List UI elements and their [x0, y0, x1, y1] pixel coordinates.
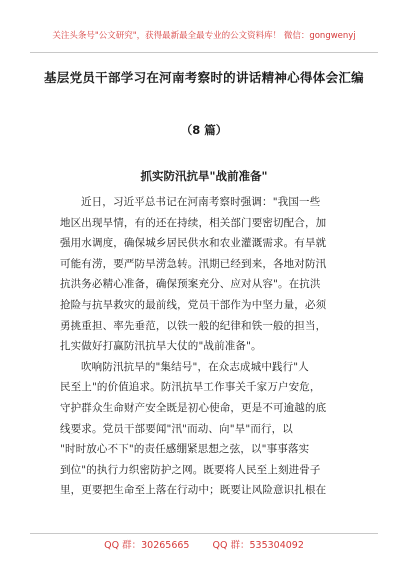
body-line: 扎实做好打赢防汛抗旱大仗的"战前准备"。: [60, 340, 262, 353]
body-line: 线要求。党员干部要闻"汛"而动、向"旱"而行，以: [60, 422, 293, 435]
body-line: 勇挑重担、率先垂范，以铁一般的纪律和铁一般的担当，: [60, 319, 327, 332]
body-text: [60, 192, 356, 501]
body-line: 民至上"的价值追求。防汛抗旱工作事关千家万户安危，: [60, 381, 321, 394]
body-line: 可能有涝，要严防旱涝急转。汛期已经到来，各地对防汛: [60, 257, 327, 270]
footer-qq-group-2: QQ 群：535304092: [212, 540, 304, 551]
footer-qq-group-1: QQ 群：30265665: [104, 540, 190, 551]
body-line: 抢险与抗旱救灾的最前线，党员干部作为中坚力量，必须: [60, 298, 327, 311]
section-title: 抓实防汛抗旱"战前准备": [140, 169, 268, 183]
header-notice: 关注头条号"公文研究"，获得最新最全最专业的公文资料库！ 微信：gongwenyj: [30, 30, 378, 53]
body-line: 强用水调度，确保城乡居民供水和农业灌溉需求。有旱就: [60, 237, 327, 250]
body-line: 抗洪务必精心准备，确保预案充分、应对从容"。在抗洪: [60, 278, 321, 291]
footer: [30, 533, 378, 551]
article-count: （8 篇）: [180, 123, 228, 137]
document-title: 基层党员干部学习在河南考察时的讲话精神心得体会汇编: [43, 70, 364, 85]
body-line: "时时放心不下"的责任感绷紧思想之弦，以"事事落实: [60, 443, 310, 456]
body-line: 地区出现旱情，有的还在持续，相关部门要密切配合，加: [60, 216, 327, 229]
body-line: 里，更要把生命至上落在行动中；既要让风险意识扎根在: [60, 484, 327, 497]
body-line: 到位"的执行力织密防护之网。既要将人民至上刻进骨子: [60, 463, 321, 476]
body-line: 吹响防汛抗旱的"集结号"，在众志成城中践行"人: [81, 360, 309, 373]
body-line: 近日，习近平总书记在河南考察时强调："我国一些: [81, 196, 321, 208]
body-line: 守护群众生命财产安全既是初心使命，更是不可逾越的底: [60, 401, 327, 414]
